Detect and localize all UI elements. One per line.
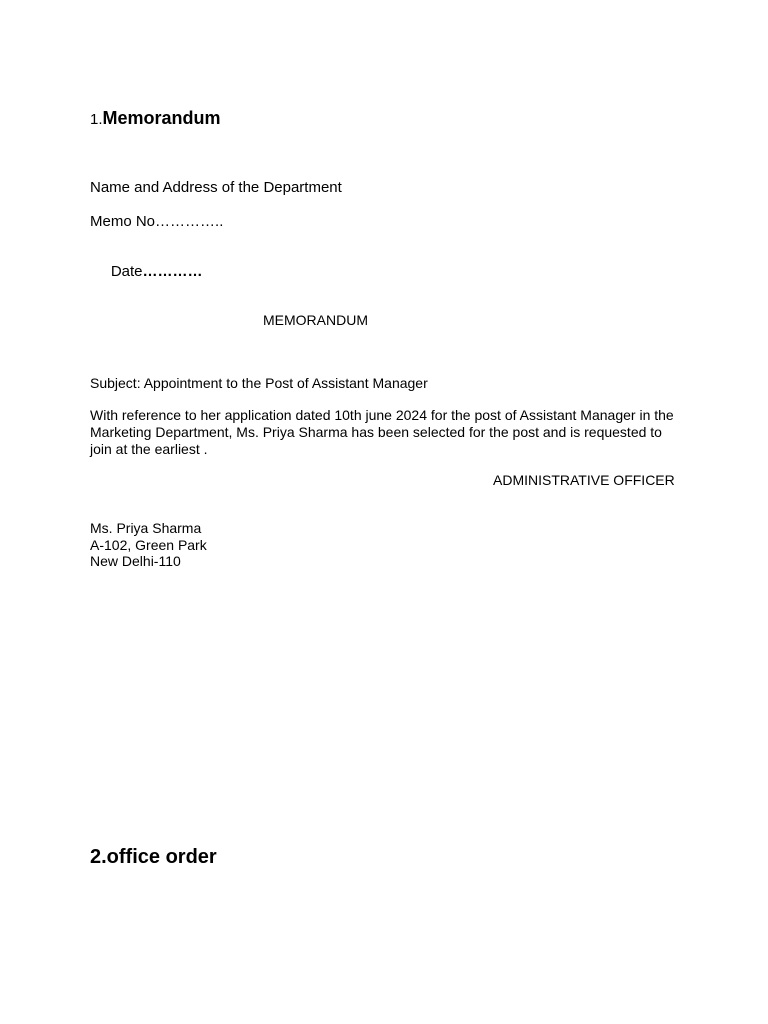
memo-no-label: Memo No	[90, 213, 156, 230]
section-1-title: Memorandum	[102, 108, 221, 128]
section-2-title: 2.office order	[90, 846, 217, 868]
signatory: ADMINISTRATIVE OFFICER	[493, 472, 675, 488]
recipient-address-line1: A-102, Green Park	[90, 536, 207, 553]
date-line	[90, 246, 203, 297]
memo-subject: Subject: Appointment to the Post of Assistant Manager	[90, 375, 428, 391]
recipient-address-line2: New Delhi-110	[90, 553, 181, 569]
department-line: Name and Address of the Department	[90, 179, 342, 196]
section-1-heading	[90, 108, 221, 129]
date-dots: …………	[142, 263, 203, 280]
memo-heading: MEMORANDUM	[263, 312, 368, 328]
memo-no-line	[90, 213, 223, 230]
memo-body: With reference to her application dated 10th june 2024 for the post of Assistant Manager in the Marketing Department, Ms. Priya Sharma has been selected for the post and is requested to join at the earliest .	[90, 407, 674, 457]
recipient-name: Ms. Priya Sharma	[90, 520, 202, 536]
date-label: Date	[106, 263, 143, 280]
recipient-address	[90, 520, 207, 570]
section-1-number: 1.	[90, 111, 103, 128]
memo-no-dots: …………..	[155, 213, 224, 230]
